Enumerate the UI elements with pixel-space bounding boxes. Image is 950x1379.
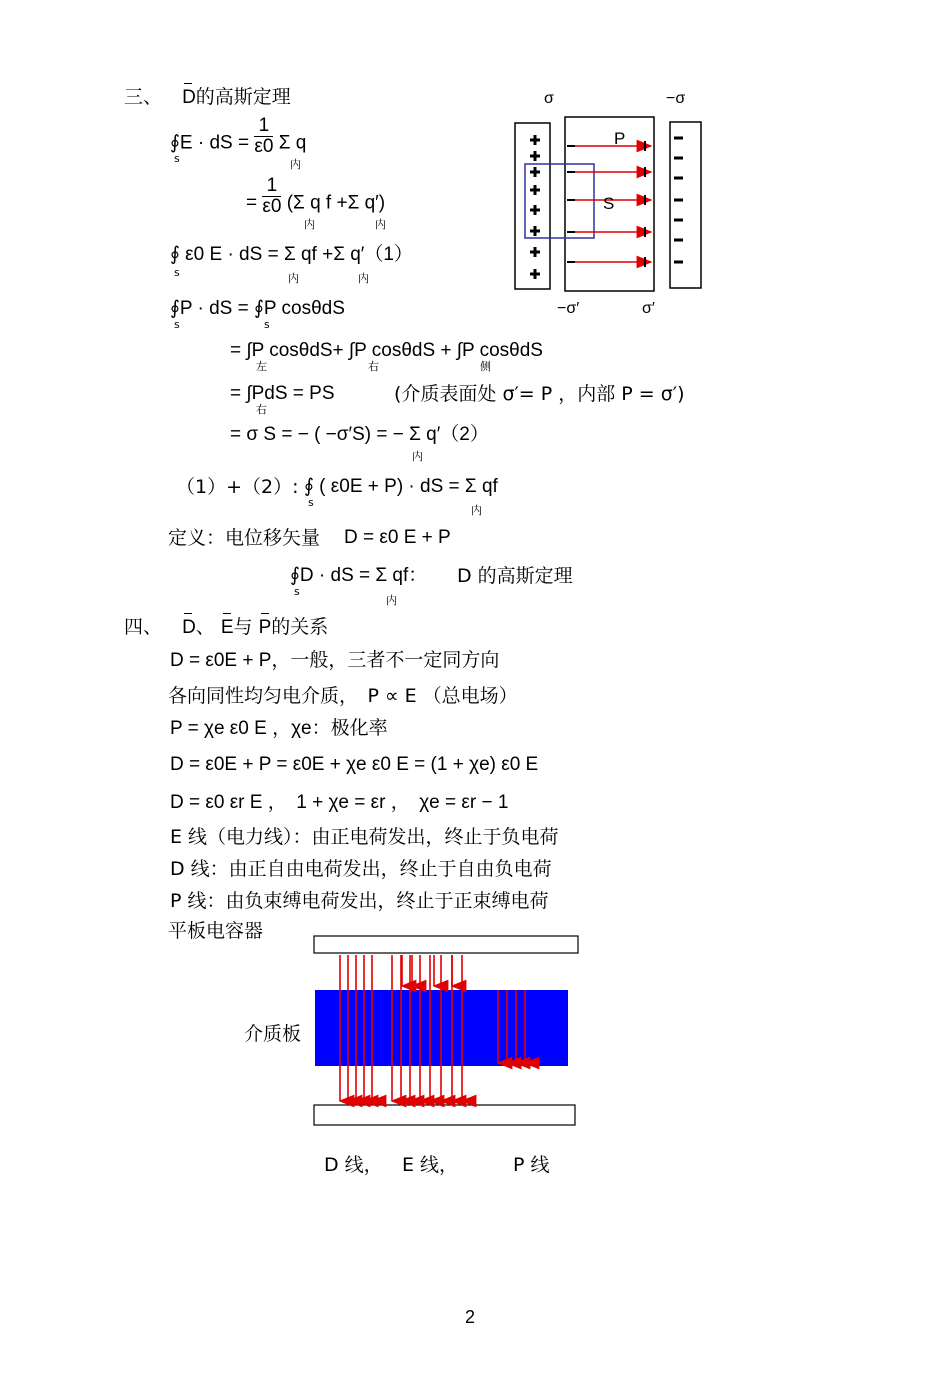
eq-1-sub-in: 内 — [290, 158, 301, 171]
figure1-sigma-prime: σ′ — [642, 300, 655, 317]
eq-3: ∮ ε0 E · dS = Σ qf +Σ q′（1） — [170, 244, 413, 265]
gauss-sub-in: 内 — [386, 594, 397, 607]
fraction-numerator: 1 — [262, 176, 281, 197]
gauss-law-label: D 的高斯定理 — [457, 565, 573, 587]
section3-vector-d: D — [182, 87, 196, 108]
section4-vec-e: E — [220, 617, 234, 638]
gauss-sub-s: s — [294, 585, 300, 598]
eq-5-sub-left: 左 — [256, 360, 267, 373]
fraction-denominator: ε0 — [262, 196, 282, 217]
eq-1-sub-s: s — [174, 152, 180, 165]
eq-5-sub-side: 侧 — [480, 360, 491, 373]
eq-7-sub-in: 内 — [412, 450, 423, 463]
fraction-numerator: 1 — [254, 116, 273, 137]
section3-number: 三、 — [124, 86, 163, 108]
e-lines-description: E 线（电力线）：由正电荷发出，终止于负电荷 — [170, 826, 559, 848]
gauss-law-equation: ∮D · dS = Σ qf： — [290, 565, 428, 586]
eq-3-sub-s: s — [174, 266, 180, 279]
p-lines-description: P 线：由负束缚电荷发出，终止于正束缚电荷 — [170, 890, 549, 912]
eq-2: = $\frac{1}{\varepsilon 0}$ (Σ q f +Σ q′) — [246, 175, 386, 217]
section3-title: 的高斯定理 — [195, 86, 291, 108]
eq-1-left: ∮E · dS = — [170, 132, 250, 154]
d-lines-description: D 线：由正自由电荷发出，终止于自由负电荷 — [170, 858, 552, 880]
relation-line-4: D = ε0E + P = ε0E + χe ε0 E = (1 + χe) ε0 E — [170, 754, 539, 775]
relation-line-5: D = ε0 εr E ， 1 + χe = εr ， χe = εr − 1 — [170, 792, 509, 813]
e-lines-label: E 线， — [402, 1154, 459, 1176]
relation-line-1: D = ε0E + P，一般，三者不一定同方向 — [170, 650, 500, 671]
slab-label: 介质板 — [244, 1023, 302, 1045]
eq-8-prefix: （1）+（2）: — [176, 476, 299, 498]
eq-8-sub-s: s — [308, 496, 314, 509]
eq-3-sub-in-1: 内 — [288, 272, 299, 285]
eq-8: ∮ ( ε0E + P) · dS = Σ qf — [304, 476, 498, 497]
p-lines-label: P 线 — [513, 1154, 550, 1176]
capacitor-heading: 平板电容器 — [168, 920, 264, 942]
definition-label: 定义：电位移矢量 — [168, 527, 321, 549]
eq-4-sub-s-1: s — [174, 318, 180, 331]
eq-4: ∮P · dS = ∮P cosθdS — [170, 298, 345, 319]
figure1-minus-sigma: −σ — [666, 90, 686, 107]
eq-2-sub-in-1: 内 — [304, 218, 315, 231]
eq-2-sub-in-2: 内 — [375, 218, 386, 231]
eq-7: = σ S = − ( −σ′S) = − Σ q′（2） — [230, 424, 489, 445]
bottom-plate — [314, 1105, 575, 1125]
section4-title: 的关系 — [271, 616, 329, 638]
relation-line-2: 各向同性均匀电介质， P ∝ E （总电场） — [168, 685, 518, 707]
section4-vec-d: D — [182, 617, 196, 638]
eq-4-sub-s-2: s — [264, 318, 270, 331]
page-number: 2 — [465, 1307, 476, 1327]
eq-8-sub-in: 内 — [471, 504, 482, 517]
figure1-sigma: σ — [544, 90, 554, 107]
fraction-denominator: ε0 — [254, 136, 274, 157]
eq-3-sub-in-2: 内 — [358, 272, 369, 285]
eq-6-sub-right: 右 — [256, 403, 267, 416]
section4-sep-1: 、 — [195, 616, 215, 638]
top-plate — [314, 936, 578, 953]
section4-vec-p: P — [258, 617, 272, 638]
d-lines-label: D 线， — [324, 1154, 383, 1176]
figure1-s-label: S — [603, 194, 615, 213]
section4-sep-2: 与 — [233, 616, 253, 638]
eq-1-right: Σ q — [278, 132, 307, 154]
figure1-p-label: P — [614, 129, 626, 148]
figure1-minus-sigma-prime: −σ′ — [557, 300, 580, 317]
relation-line-3: P = χe ε0 E ，χe：极化率 — [170, 718, 388, 739]
eq-2-body: (Σ q f +Σ q′) — [286, 192, 386, 214]
eq-6: = ∫PdS = PS — [230, 383, 335, 404]
section4-number: 四、 — [124, 616, 163, 638]
eq-6-note: (介质表面处 σ′= P ，内部 P = σ′) — [394, 383, 685, 405]
eq-5: = ∫P cosθdS+ ∫P cosθdS + ∫P cosθdS — [230, 340, 543, 361]
definition-equation: D = ε0 E + P — [344, 527, 451, 548]
eq-5-sub-right: 右 — [368, 360, 379, 373]
